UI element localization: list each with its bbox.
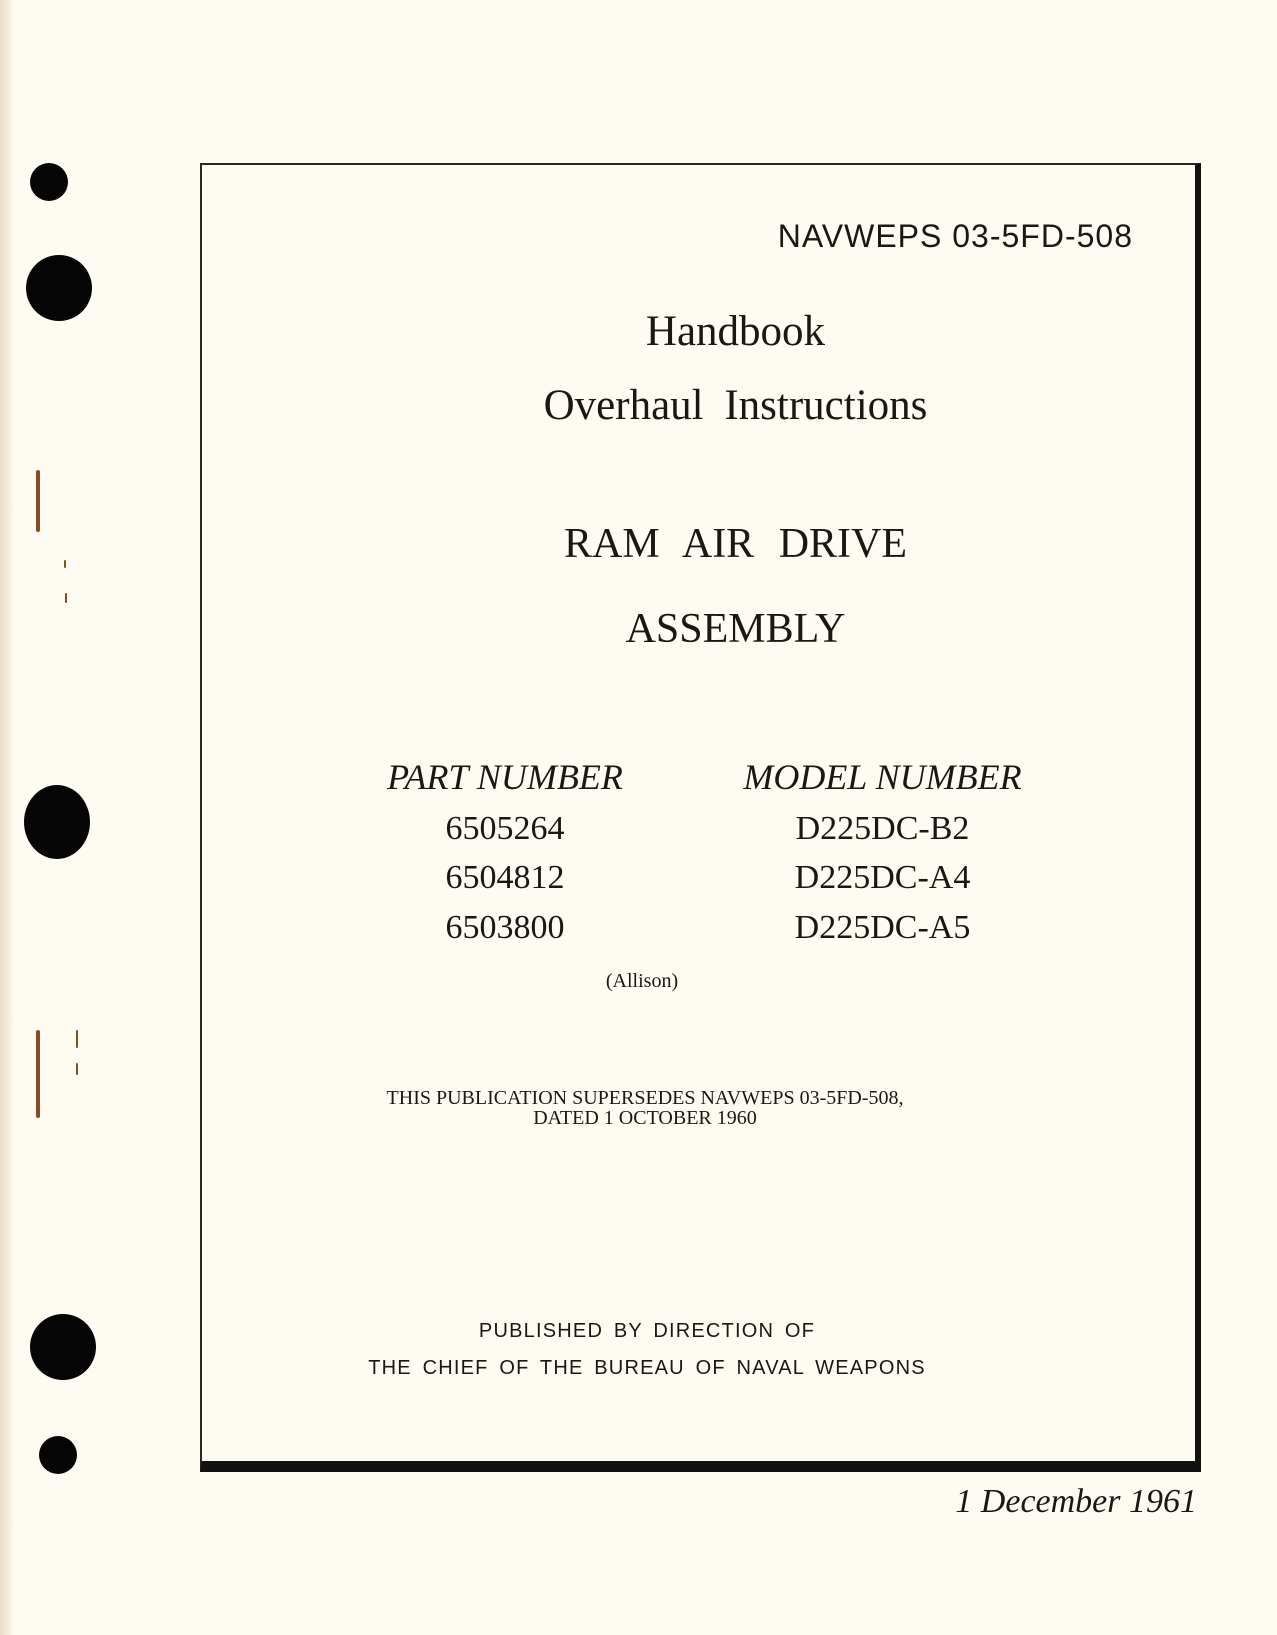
model-number-header: MODEL NUMBER xyxy=(743,757,1022,797)
cover-border-frame xyxy=(200,163,1201,1472)
punch-hole xyxy=(30,1314,96,1380)
part-number-cell: 6504812 xyxy=(445,859,565,896)
supersedes-notice-line1: THIS PUBLICATION SUPERSEDES NAVWEPS 03-5FD-508, xyxy=(386,1087,904,1109)
staple-rust-mark xyxy=(76,1063,78,1075)
staple-rust-mark xyxy=(65,593,67,603)
subject-title-line2: ASSEMBLY xyxy=(625,606,846,652)
punch-hole xyxy=(24,785,90,859)
subject-title-line1: RAM AIR DRIVE xyxy=(563,521,908,567)
title-overhaul-instructions: Overhaul Instructions xyxy=(543,382,928,429)
punch-hole xyxy=(30,163,68,201)
model-number-cell: D225DC-A5 xyxy=(794,909,971,946)
model-number-cell: D225DC-B2 xyxy=(795,810,970,847)
model-number-cell: D225DC-A4 xyxy=(794,859,971,896)
staple-rust-mark xyxy=(64,560,66,568)
part-number-cell: 6503800 xyxy=(445,909,565,946)
page-edge-shadow xyxy=(0,0,14,1635)
staple-rust-mark xyxy=(76,1030,78,1048)
published-by-line2: THE CHIEF OF THE BUREAU OF NAVAL WEAPONS xyxy=(368,1357,926,1379)
part-number-cell: 6505264 xyxy=(445,810,565,847)
supersedes-notice-line2: DATED 1 OCTOBER 1960 xyxy=(533,1107,757,1129)
staple-rust-mark xyxy=(36,1030,40,1118)
staple-rust-mark xyxy=(36,470,40,532)
punch-hole xyxy=(39,1436,77,1474)
punch-hole xyxy=(26,255,92,321)
published-by-line1: PUBLISHED BY DIRECTION OF xyxy=(478,1320,816,1342)
title-handbook: Handbook xyxy=(645,308,826,355)
publication-code: NAVWEPS 03-5FD-508 xyxy=(777,218,1133,254)
manufacturer-label: (Allison) xyxy=(605,970,679,992)
part-number-header: PART NUMBER xyxy=(387,757,623,797)
publication-date: 1 December 1961 xyxy=(955,1483,1197,1520)
